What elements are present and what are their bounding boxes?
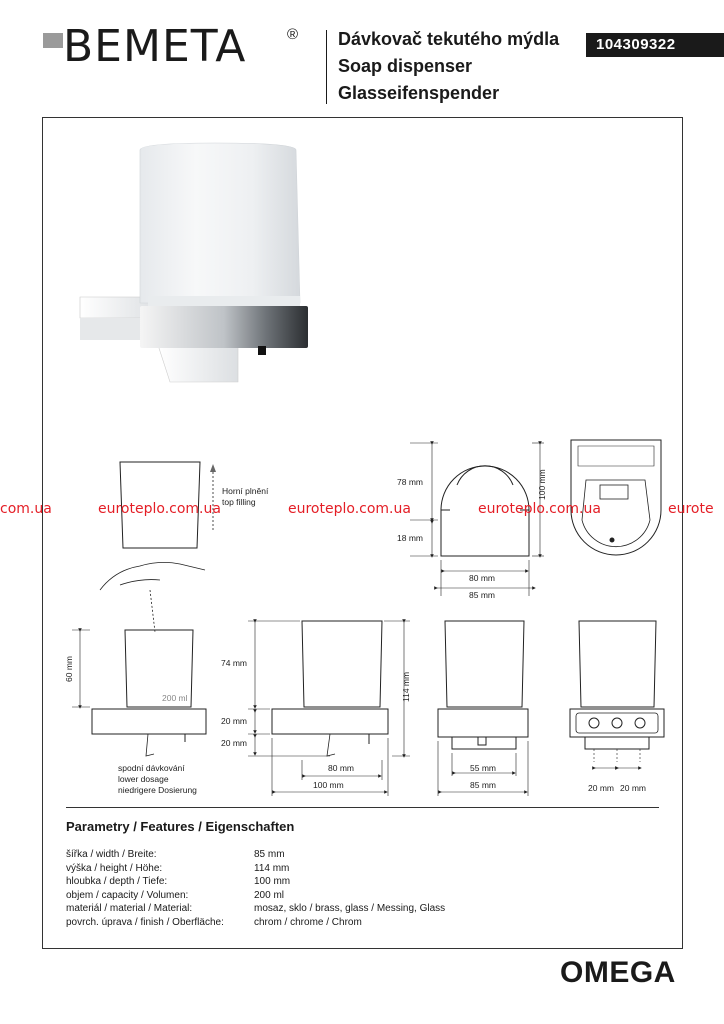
dim-74: 74 mm: [221, 658, 247, 668]
dim-85-top: 85 mm: [469, 590, 495, 600]
dim-20-b: 20 mm: [221, 738, 247, 748]
brand-logo: BEMETA: [63, 21, 247, 72]
watermark-segment: euroteplo.com.ua: [98, 501, 221, 517]
lower-dosage-cz: spodní dávkování: [118, 763, 185, 773]
watermark-segment: euroteplo.com.ua: [288, 501, 411, 517]
bracket-top-drawing: [571, 440, 661, 555]
watermark-segment: eurote: [668, 501, 714, 517]
section-divider: [66, 807, 659, 808]
spec-row-height: [66, 862, 626, 876]
spec-label: hloubka / depth / Tiefe:: [66, 876, 168, 887]
dim-20-back-b: 20 mm: [620, 783, 646, 793]
dim-85-front: 85 mm: [470, 780, 496, 790]
dim-20-back-a: 20 mm: [588, 783, 614, 793]
lower-dosage-en: lower dosage: [118, 774, 169, 784]
dim-78: 78 mm: [397, 477, 423, 487]
spec-value: mosaz, sklo / brass, glass / Messing, Glass: [254, 903, 446, 914]
features-title: Parametry / Features / Eigenschaften: [66, 819, 295, 834]
spec-label: šířka / width / Breite:: [66, 849, 157, 860]
spec-row-depth: [66, 875, 626, 889]
dim-60: 60 mm: [64, 656, 74, 682]
title-de: Glasseifenspender: [338, 83, 500, 103]
top-filling-en: top filling: [222, 497, 256, 507]
product-code-badge: 104309322: [586, 33, 724, 57]
dim-100-top: 100 mm: [537, 469, 547, 500]
dim-100-side: 100 mm: [313, 780, 344, 790]
spec-label: materiál / material / Material:: [66, 903, 193, 914]
watermark-segment: com.ua: [0, 501, 52, 517]
registered-mark: ®: [287, 26, 299, 43]
dim-20-a: 20 mm: [221, 716, 247, 726]
watermark-segment: euroteplo.com.ua: [478, 501, 601, 517]
features-table: [66, 848, 626, 929]
dim-55: 55 mm: [470, 763, 496, 773]
title-cz: Dávkovač tekutého mýdla: [338, 29, 560, 49]
dim-80-top: 80 mm: [469, 573, 495, 583]
spec-label: povrch. úprava / finish / Oberfläche:: [66, 916, 224, 928]
spec-row-width: [66, 848, 626, 862]
dim-80-side: 80 mm: [328, 763, 354, 773]
dim-18: 18 mm: [397, 533, 423, 543]
spec-value: 200 ml: [254, 889, 285, 901]
spec-value: 100 mm: [254, 876, 291, 887]
spec-value: chrom / chrome / Chrom: [254, 916, 362, 928]
spec-value: 114 mm: [254, 862, 290, 874]
spec-label: výška / height / Höhe:: [66, 862, 163, 874]
series-name: OMEGA: [560, 956, 676, 989]
spec-label: objem / capacity / Volumen:: [66, 889, 189, 901]
spec-row-material: [66, 902, 626, 916]
dim-114: 114 mm: [401, 671, 411, 702]
back-view-drawing: [570, 621, 664, 768]
lower-dosage-de: niedrigere Dosierung: [118, 785, 197, 795]
spec-row-finish: [66, 916, 626, 930]
title-en: Soap dispenser: [338, 56, 473, 76]
capacity-label: 200 ml: [162, 693, 188, 703]
spec-row-capacity: [66, 889, 626, 903]
product-photo: [80, 143, 308, 382]
spec-value: 85 mm: [254, 849, 285, 860]
top-filling-cz: Horní plnění: [222, 486, 269, 496]
